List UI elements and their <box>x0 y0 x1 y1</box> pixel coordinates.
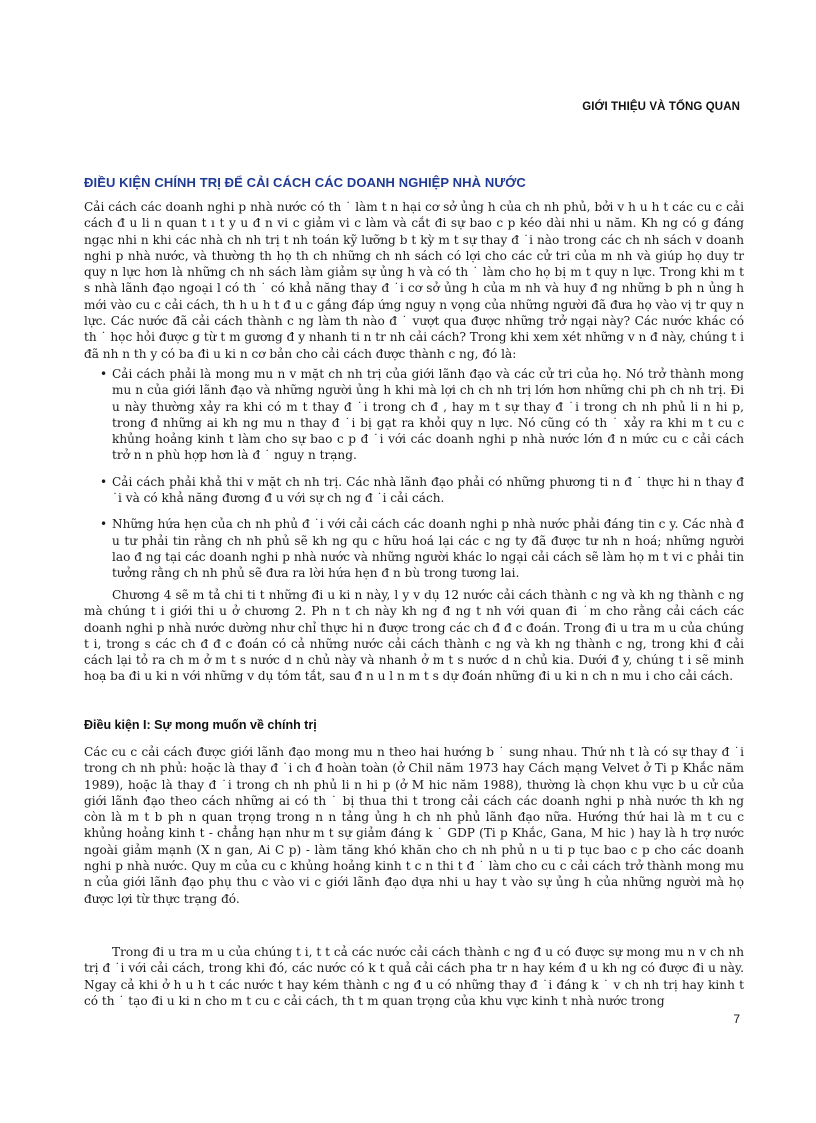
running-header: GIỚI THIỆU VÀ TỔNG QUAN <box>582 101 740 113</box>
bullet-icon: • <box>100 474 108 489</box>
condition-1-paragraph-2: Trong đi u tra m u của chúng t i, t t cả các nước cải cách thành c ng đ u có được sự mong mu n v ch nh trị đ ˙i với cải cách, trong khi đó, các nước có k t quả cải cách pha tr n hay kém đ u kh ng có được đi u này. Ngay cả khi ở h u h t các nước t hay kém thành c ng đ u có những thay đ ˙i đáng k ˙ v ch nh trị hay kinh t có th ˙ tạo đi u ki n cho m t cu c cải cách, th t m quan trọng của khu vực kinh t nhà nước trong <box>84 945 744 1008</box>
bullet-text: Những hứa hẹn của ch nh phủ đ ˙i với cải cách các doanh nghi p nhà nước phải đáng tin c y. Các nhà đ u tư phải tin rằng ch nh phủ sẽ kh ng qu c hữu hoá lại các c ng ty đã được tư nh n hoá; những người lao đ ng tại các doanh nghi p nhà nước và những người khác lo ngại cải cách sẽ làm họ m t vi c phải tin tưởng rằng ch nh phủ sẽ đưa ra lời hứa hẹn đ n bù trong tương lai. <box>112 517 745 581</box>
section-title: ĐIỀU KIỆN CHÍNH TRỊ ĐỂ CẢI CÁCH CÁC DOANH NGHIỆP NHÀ NƯỚC <box>84 175 526 190</box>
list-item <box>100 474 744 507</box>
conditions-list <box>100 366 744 592</box>
bullet-text: Cải cách phải khả thi v mặt ch nh trị. Các nhà lãnh đạo phải có những phương ti n đ ˙ thực hi n thay đ ˙i và có khả năng đương đ u với sự ch ng đ ˙i cải cách. <box>112 474 744 506</box>
chapter-paragraph: Chương 4 sẽ m tả chi ti t những đi u ki n này, l y v dụ 12 nước cải cách thành c ng và kh ng thành c ng mà chúng t i giới thi u ở chương 2. Ph n t ch này kh ng đ ng t nh với quan đi ˙m cho rằng cải cách các doanh nghi p nhà nước dường như chỉ thực hi n được trong các ch đ đ c đoán. Trong đi u tra m u của chúng t i, trong s các ch đ đ c đoán có cả những nước cải cách thành c ng và kh ng thành c ng, trong khi đ cải cách lại tỏ ra ch m ở m t s nước d n chủ này và nhanh ở m t s nước d n chủ kia. Dưới đ y, chúng t i sẽ minh hoạ ba đi u ki n với những v dụ tóm tắt, sau đ n u l n m t s dự đoán những đi u ki n ch n mu i cho cải cách. <box>84 588 744 684</box>
bullet-text: Cải cách phải là mong mu n v mặt ch nh trị của giới lãnh đạo và các cử tri của họ. Nó trở thành mong mu n của giới lãnh đạo và những người ủng h khi mà lợi ch ch nh trị lớn hơn những chi ph ch nh trị. Đi u này thường xảy ra khi có m t thay đ ˙i trong ch đ , hay m t sự thay đ ˙i trong ch nh phủ li n hi p, trong đ những ai kh ng mu n thay đ ˙i bị gạt ra khỏi quy n lực. Nó cũng có th ˙ xảy ra khi m t cu c khủng hoảng kinh t làm cho sự bao c p đ ˙i với các doanh nghi p nhà nước lớn đ n mức cu c cải cách trở n n phù hợp hơn là đ ˙ nguy n trạng. <box>112 367 744 463</box>
bullet-icon: • <box>100 517 108 532</box>
intro-paragraph: Cải cách các doanh nghi p nhà nước có th ˙ làm t n hại cơ sở ủng h của ch nh phủ, bởi v h u h t các cu c cải cách đ u li n quan t ı t y u đ n vi c giảm vi c làm và cắt đi sự bao c p kéo dài nhi u năm. Kh ng có g đáng ngạc nhi n khi các nhà ch nh trị t nh toán kỹ lưỡng b t kỳ m t sự thay đ ˙i nào trong các ch nh sách v doanh nghi p nhà nước, và thường th họ th ch những ch nh sách có lợi cho các cử tri của m nh và giúp họ duy tr quy n lực hơn là những ch nh sách làm giảm sự ủng h và có th ˙ làm cho họ bị m t quy n lực. Trong khi m t s nhà lãnh đạo ngoại l có th ˙ có khả năng thay đ ˙i cơ sở ủng h của m nh và huy đ ng những b ph n ủng h mới vào cu c cải cách, th h u h t đ u c gắng đáp ứng nguy n vọng của những người đã đưa họ vào vị tr quy n lực. Các nước đã cải cách thành c ng làm th nào đ ˙ vượt qua được những trở ngại này? Các nước khác có th ˙ học hỏi được g từ t m gương đ y nhanh ti n tr nh cải cách? Trong khi xem xét những v n đ này, chúng t i đã nh n th y có ba đi u ki n cơ bản cho cải cách được thành c ng, đó là: <box>84 200 744 361</box>
list-item <box>100 366 744 464</box>
condition-1-heading: Điều kiện I: Sự mong muốn về chính trị <box>84 718 317 732</box>
condition-1-paragraph: Các cu c cải cách được giới lãnh đạo mong mu n theo hai hướng b ˙ sung nhau. Thứ nh t là có sự thay đ ˙i trong ch nh phủ: hoặc là thay đ ˙i ch đ hoàn toàn (ở Chil năm 1973 hay Cách mạng Velvet ở Ti p Khắc năm 1989), hoặc là thay đ ˙i trong ch nh phủ li n hi p (ở M hic năm 1988), thường là chọn khu vực b u cử của giới lãnh đạo theo cách những ai có th ˙ bị thua thi t trong cải cách các doanh nghi p nhà nước th kh ng còn là m t b ph n quan trọng trong n n tảng ủng h ch nh phủ lãnh đạo nữa. Hướng thứ hai là m t cu c khủng hoảng kinh t - chẳng hạn như m t sự giảm đáng k ˙ GDP (Ti p Khắc, Gana, M hic ) hay là h trợ nước ngoài giảm mạnh (X n gan, Ai C p) - làm tăng khó khăn cho ch nh phủ n u ti p tục bao c p cho các doanh nghi p nhà nước. Quy m của cu c khủng hoảng kinh t c n thi t đ ˙ làm cho cu c cải cách trở thành mong mu n của giới lãnh đạo phụ thu c vào vi c giới lãnh đạo dựa nhi u hay t vào sự ủng h của những người mà họ được lợi từ thực trạng đó. <box>84 745 744 906</box>
bullet-icon: • <box>100 367 108 381</box>
page-number: 7 <box>733 1012 740 1026</box>
list-item <box>100 516 744 581</box>
